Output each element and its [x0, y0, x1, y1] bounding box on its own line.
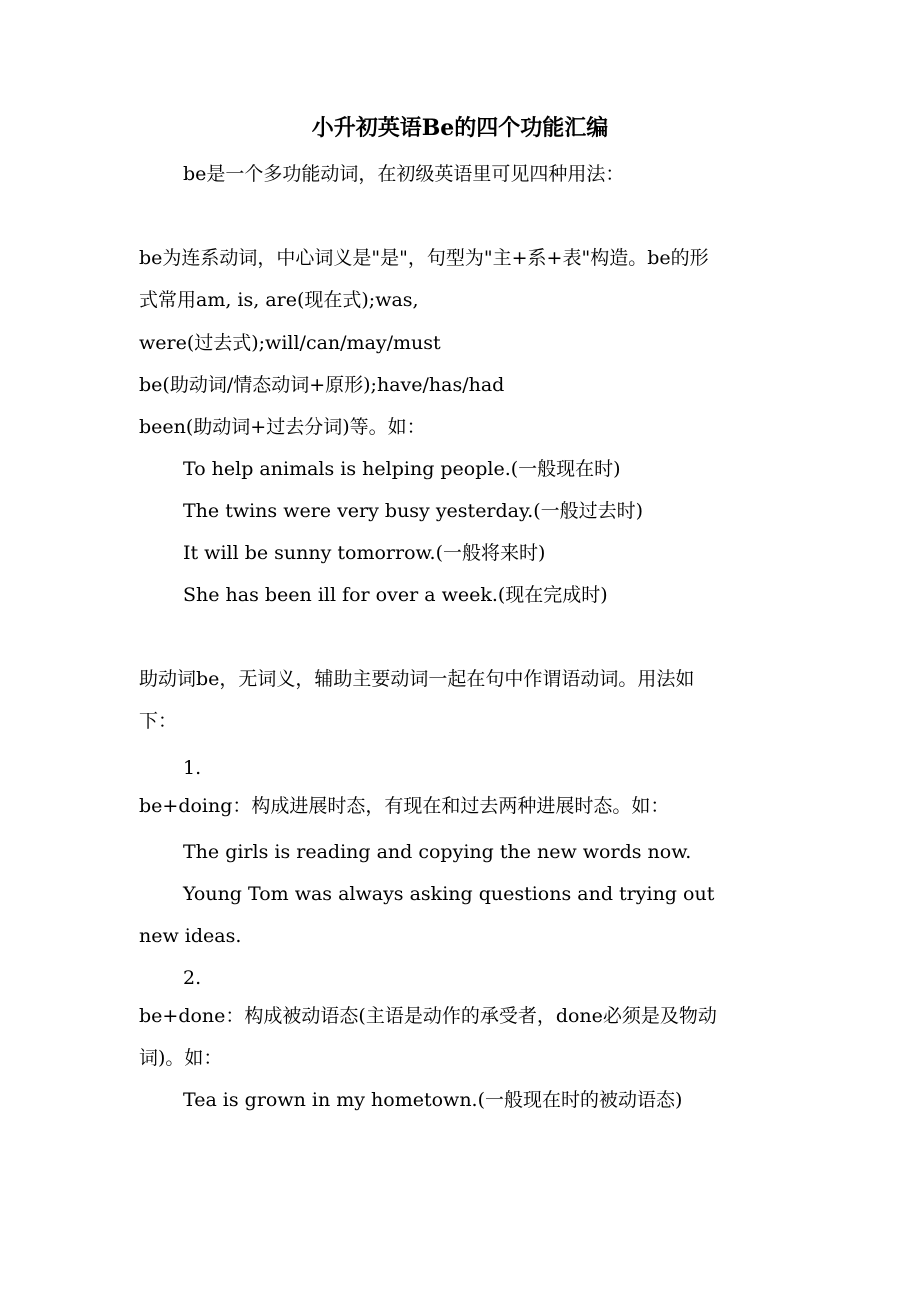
example-sentence: To help animals is helping people.(一般现在时)	[183, 458, 621, 480]
example-sentence: Young Tom was always asking questions and trying out	[183, 883, 715, 905]
section2-paragraph-line: 下：	[139, 710, 178, 732]
list-item-text: be+doing：构成进展时态，有现在和过去两种进展时态。如：	[139, 795, 670, 817]
section1-paragraph-line: been(助动词+过去分词)等。如：	[139, 416, 426, 438]
list-item-text: 词)。如：	[139, 1047, 223, 1069]
section1-paragraph-line: were(过去式);will/can/may/must	[139, 332, 441, 354]
list-item-text: be+done：构成被动语态(主语是动作的承受者，done必须是及物动	[139, 1005, 717, 1027]
section1-paragraph-line: be为连系动词，中心词义是"是"，句型为"主+系+表"构造。be的形	[139, 247, 709, 269]
example-sentence: The twins were very busy yesterday.(一般过去时)	[183, 500, 644, 522]
example-sentence: It will be sunny tomorrow.(一般将来时)	[183, 542, 546, 564]
intro-paragraph: be是一个多功能动词，在初级英语里可见四种用法：	[183, 163, 625, 185]
list-item-number: 1.	[183, 757, 202, 779]
example-sentence: The girls is reading and copying the new words now.	[183, 841, 692, 863]
document-title: 小升初英语Be的四个功能汇编	[311, 115, 609, 141]
section1-paragraph-line: be(助动词/情态动词+原形);have/has/had	[139, 374, 505, 396]
example-sentence: Tea is grown in my hometown.(一般现在时的被动语态)	[183, 1089, 683, 1111]
list-item-number: 2.	[183, 967, 202, 989]
section1-paragraph-line: 式常用am, is, are(现在式);was,	[139, 289, 419, 311]
example-sentence: She has been ill for over a week.(现在完成时)	[183, 584, 608, 606]
example-sentence-continuation: new ideas.	[139, 925, 242, 947]
section2-paragraph-line: 助动词be，无词义，辅助主要动词一起在句中作谓语动词。用法如	[139, 668, 695, 690]
